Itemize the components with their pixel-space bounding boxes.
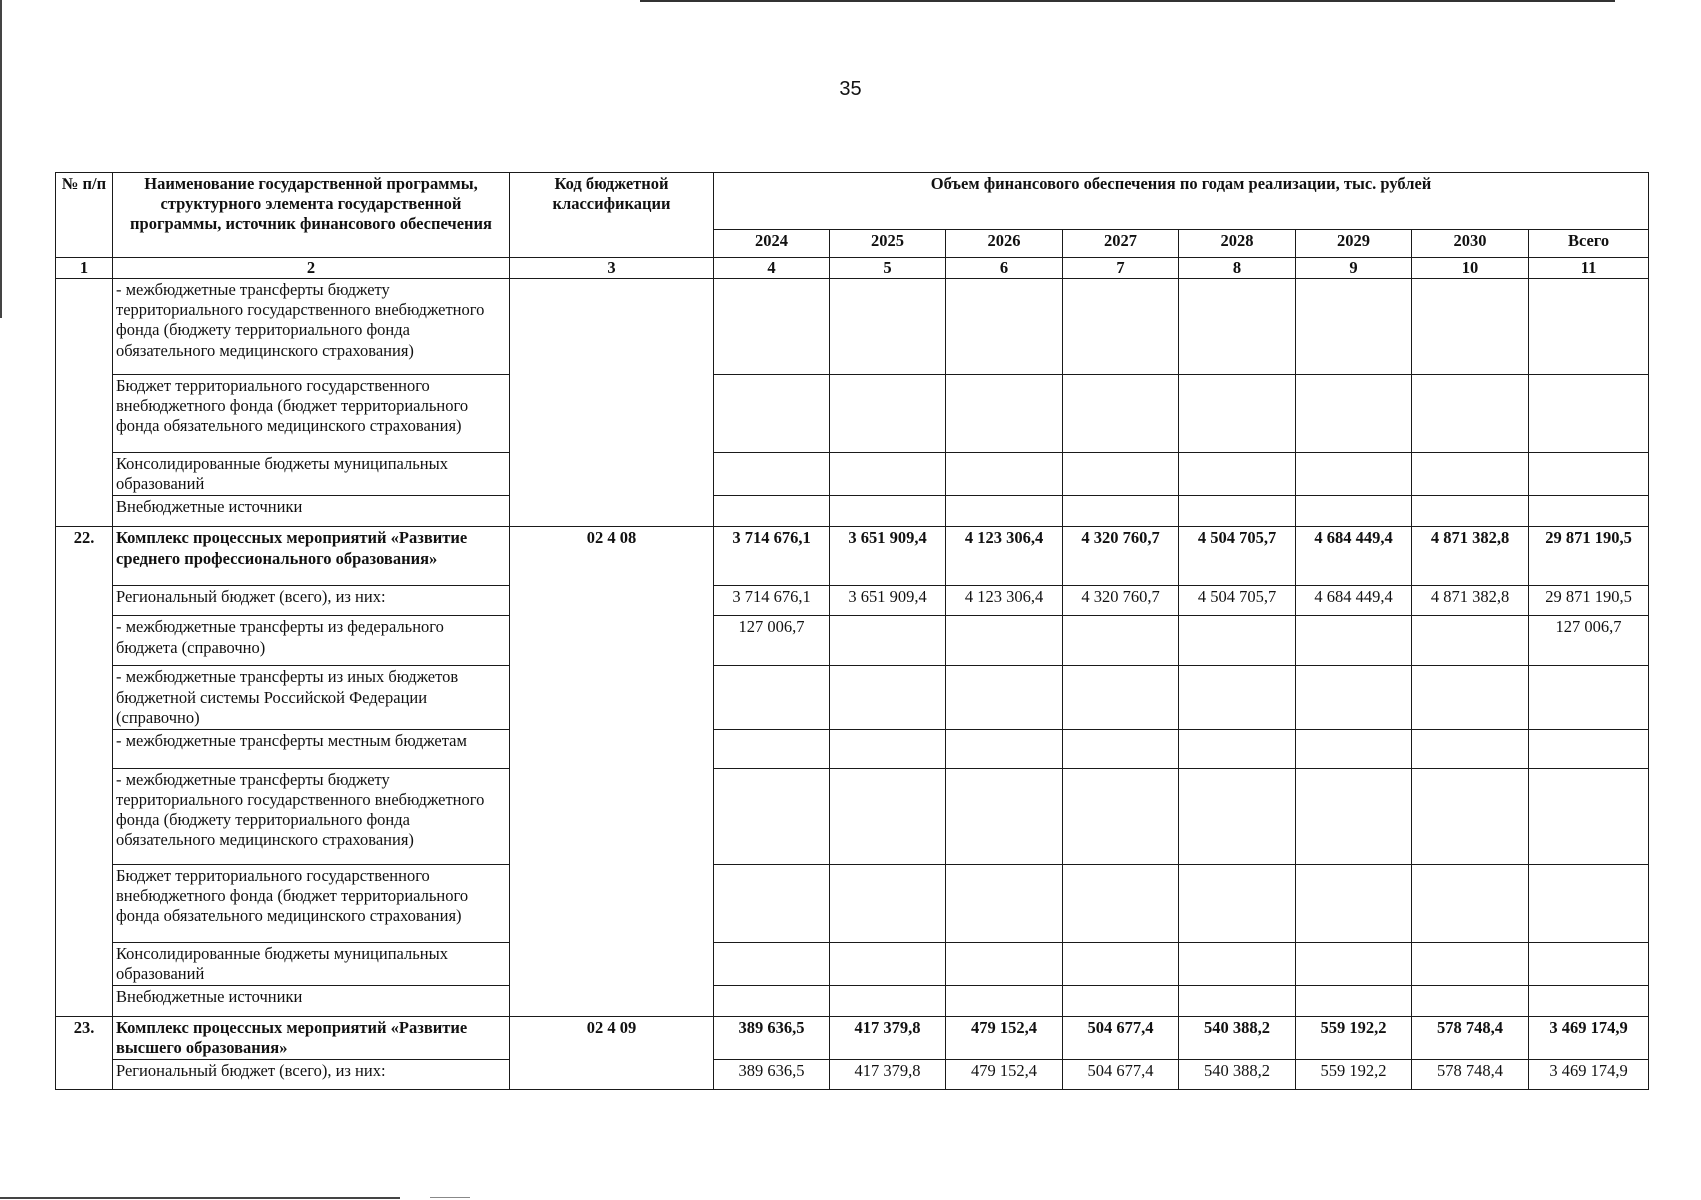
column-number: 6: [946, 258, 1063, 279]
value-cell: [714, 864, 830, 942]
column-number: 4: [714, 258, 830, 279]
value-cell: [1412, 942, 1529, 985]
table-row: [56, 279, 1649, 375]
value-cell: [1296, 496, 1412, 527]
value-cell: [830, 768, 946, 864]
value-cell: 578 748,4: [1412, 1017, 1529, 1060]
row-name: Бюджет территориального государственного внебюджетного фонда (бюджет территориального фонда обязательного медицинского страхования): [113, 375, 510, 453]
row-name: - межбюджетные трансферты из федерального бюджета (справочно): [113, 616, 510, 666]
column-number: 10: [1412, 258, 1529, 279]
scan-edge-bottom-mark: [430, 1197, 470, 1198]
value-cell: [946, 942, 1063, 985]
value-cell: 127 006,7: [714, 616, 830, 666]
budget-code: 02 4 08: [510, 527, 714, 1017]
value-cell: [1529, 942, 1649, 985]
value-cell: [830, 942, 946, 985]
value-cell: [714, 496, 830, 527]
value-cell: [946, 496, 1063, 527]
value-cell: [1529, 729, 1649, 768]
value-cell: 3 714 676,1: [714, 527, 830, 586]
value-cell: [1063, 496, 1179, 527]
value-cell: 540 388,2: [1179, 1060, 1296, 1090]
value-cell: [714, 729, 830, 768]
value-cell: [830, 279, 946, 375]
value-cell: [1296, 729, 1412, 768]
value-cell: 4 684 449,4: [1296, 527, 1412, 586]
value-cell: [830, 666, 946, 729]
column-number: 9: [1296, 258, 1412, 279]
budget-code: 02 4 09: [510, 1017, 714, 1090]
value-cell: [1063, 729, 1179, 768]
value-cell: 504 677,4: [1063, 1060, 1179, 1090]
value-cell: [946, 729, 1063, 768]
value-cell: 578 748,4: [1412, 1060, 1529, 1090]
value-cell: [1412, 768, 1529, 864]
table-row: [56, 1060, 1649, 1090]
value-cell: [714, 666, 830, 729]
row-name: - межбюджетные трансферты из иных бюджетов бюджетной системы Российской Федерации (справочно): [113, 666, 510, 729]
table-row: [56, 942, 1649, 985]
row-name: - межбюджетные трансферты местным бюджетам: [113, 729, 510, 768]
row-name: - межбюджетные трансферты бюджету территориального государственного внебюджетного фонда (бюджету территориального фонда обязательного медицинского страхования): [113, 768, 510, 864]
value-cell: [714, 279, 830, 375]
column-number: 1: [56, 258, 113, 279]
row-index: [56, 279, 113, 527]
value-cell: [830, 496, 946, 527]
table-row: [56, 986, 1649, 1017]
value-cell: [1063, 453, 1179, 496]
value-cell: [1412, 279, 1529, 375]
row-index: 23.: [56, 1017, 113, 1090]
column-number: 7: [1063, 258, 1179, 279]
value-cell: 417 379,8: [830, 1060, 946, 1090]
value-cell: [1179, 729, 1296, 768]
row-name: Региональный бюджет (всего), из них:: [113, 586, 510, 616]
value-cell: [830, 453, 946, 496]
value-cell: [1179, 768, 1296, 864]
value-cell: [1296, 986, 1412, 1017]
value-cell: [1063, 666, 1179, 729]
header-year: 2025: [830, 230, 946, 258]
row-name: Комплекс процессных мероприятий «Развитие среднего профессионального образования»: [113, 527, 510, 586]
value-cell: 389 636,5: [714, 1060, 830, 1090]
table-row: [56, 864, 1649, 942]
value-cell: [946, 768, 1063, 864]
column-number: 5: [830, 258, 946, 279]
value-cell: 4 320 760,7: [1063, 527, 1179, 586]
value-cell: [1529, 768, 1649, 864]
value-cell: 417 379,8: [830, 1017, 946, 1060]
value-cell: [1412, 666, 1529, 729]
header-year: 2029: [1296, 230, 1412, 258]
value-cell: 29 871 190,5: [1529, 586, 1649, 616]
value-cell: [1063, 375, 1179, 453]
row-name: - межбюджетные трансферты бюджету территориального государственного внебюджетного фонда (бюджету территориального фонда обязательного медицинского страхования): [113, 279, 510, 375]
value-cell: 540 388,2: [1179, 1017, 1296, 1060]
value-cell: 479 152,4: [946, 1017, 1063, 1060]
value-cell: [1296, 375, 1412, 453]
value-cell: [1063, 279, 1179, 375]
value-cell: 4 871 382,8: [1412, 586, 1529, 616]
value-cell: [714, 942, 830, 985]
value-cell: [1063, 942, 1179, 985]
value-cell: [1179, 496, 1296, 527]
value-cell: [1529, 279, 1649, 375]
value-cell: 4 504 705,7: [1179, 586, 1296, 616]
table-row: [56, 768, 1649, 864]
value-cell: [1412, 616, 1529, 666]
value-cell: [1179, 864, 1296, 942]
value-cell: 4 123 306,4: [946, 527, 1063, 586]
value-cell: [1063, 768, 1179, 864]
header-year: 2027: [1063, 230, 1179, 258]
value-cell: [946, 375, 1063, 453]
row-name: Комплекс процессных мероприятий «Развитие высшего образования»: [113, 1017, 510, 1060]
table-row: [56, 1017, 1649, 1060]
value-cell: [1529, 453, 1649, 496]
scan-edge-top: [640, 0, 1615, 2]
value-cell: 3 651 909,4: [830, 527, 946, 586]
value-cell: [1412, 986, 1529, 1017]
value-cell: [1179, 666, 1296, 729]
value-cell: [946, 986, 1063, 1017]
header-year: 2030: [1412, 230, 1529, 258]
value-cell: [1179, 375, 1296, 453]
table-row: [56, 586, 1649, 616]
table-row: [56, 453, 1649, 496]
value-cell: [1296, 942, 1412, 985]
value-cell: [1412, 864, 1529, 942]
value-cell: 4 684 449,4: [1296, 586, 1412, 616]
row-index: 22.: [56, 527, 113, 1017]
row-name: Консолидированные бюджеты муниципальных образований: [113, 942, 510, 985]
value-cell: [1529, 986, 1649, 1017]
value-cell: [1179, 942, 1296, 985]
value-cell: [946, 453, 1063, 496]
value-cell: [714, 768, 830, 864]
value-cell: [946, 279, 1063, 375]
value-cell: 127 006,7: [1529, 616, 1649, 666]
value-cell: 559 192,2: [1296, 1017, 1412, 1060]
value-cell: [946, 616, 1063, 666]
value-cell: 4 320 760,7: [1063, 586, 1179, 616]
value-cell: [1179, 616, 1296, 666]
value-cell: [830, 864, 946, 942]
header-year: 2024: [714, 230, 830, 258]
table-row: [56, 527, 1649, 586]
column-number: 8: [1179, 258, 1296, 279]
value-cell: [1412, 453, 1529, 496]
row-name: Внебюджетные источники: [113, 496, 510, 527]
value-cell: [1296, 616, 1412, 666]
value-cell: 3 714 676,1: [714, 586, 830, 616]
table-row: [56, 616, 1649, 666]
header-name: Наименование государственной программы, структурного элемента государственной программы, источник финансового обеспечения: [113, 173, 510, 258]
value-cell: 559 192,2: [1296, 1060, 1412, 1090]
header-volume: Объем финансового обеспечения по годам реализации, тыс. рублей: [714, 173, 1649, 230]
value-cell: [1179, 986, 1296, 1017]
table-row: [56, 729, 1649, 768]
value-cell: [714, 453, 830, 496]
value-cell: [1529, 666, 1649, 729]
budget-table: [55, 172, 1649, 1090]
row-name: Региональный бюджет (всего), из них:: [113, 1060, 510, 1090]
value-cell: [1296, 279, 1412, 375]
value-cell: [830, 616, 946, 666]
value-cell: [1063, 986, 1179, 1017]
value-cell: 3 651 909,4: [830, 586, 946, 616]
header-num: № п/п: [56, 173, 113, 258]
value-cell: [946, 864, 1063, 942]
value-cell: 4 871 382,8: [1412, 527, 1529, 586]
scan-edge-left: [0, 0, 2, 318]
value-cell: [1296, 768, 1412, 864]
value-cell: [946, 666, 1063, 729]
row-name: Внебюджетные источники: [113, 986, 510, 1017]
table-row: [56, 375, 1649, 453]
column-number: 11: [1529, 258, 1649, 279]
header-year: Всего: [1529, 230, 1649, 258]
value-cell: [1412, 375, 1529, 453]
value-cell: 504 677,4: [1063, 1017, 1179, 1060]
value-cell: [1296, 864, 1412, 942]
value-cell: 389 636,5: [714, 1017, 830, 1060]
value-cell: [1296, 666, 1412, 729]
row-name: Бюджет территориального государственного внебюджетного фонда (бюджет территориального фонда обязательного медицинского страхования): [113, 864, 510, 942]
value-cell: [830, 729, 946, 768]
value-cell: [830, 986, 946, 1017]
table-row: [56, 496, 1649, 527]
value-cell: [1412, 729, 1529, 768]
value-cell: 29 871 190,5: [1529, 527, 1649, 586]
value-cell: [1529, 864, 1649, 942]
row-name: Консолидированные бюджеты муниципальных образований: [113, 453, 510, 496]
value-cell: [714, 375, 830, 453]
header-year: 2028: [1179, 230, 1296, 258]
value-cell: [1063, 616, 1179, 666]
value-cell: [1179, 279, 1296, 375]
table-row: [56, 666, 1649, 729]
value-cell: 479 152,4: [946, 1060, 1063, 1090]
value-cell: [1412, 496, 1529, 527]
value-cell: [1529, 496, 1649, 527]
value-cell: 3 469 174,9: [1529, 1017, 1649, 1060]
header-year: 2026: [946, 230, 1063, 258]
value-cell: [830, 375, 946, 453]
scan-edge-bottom: [0, 1197, 400, 1199]
value-cell: [1179, 453, 1296, 496]
value-cell: 3 469 174,9: [1529, 1060, 1649, 1090]
value-cell: [1063, 864, 1179, 942]
value-cell: [1529, 375, 1649, 453]
page-number: 35: [839, 78, 862, 100]
value-cell: 4 504 705,7: [1179, 527, 1296, 586]
column-number: 2: [113, 258, 510, 279]
column-number: 3: [510, 258, 714, 279]
budget-code: [510, 279, 714, 527]
value-cell: [714, 986, 830, 1017]
header-code: Код бюджетной классификации: [510, 173, 714, 258]
value-cell: [1296, 453, 1412, 496]
value-cell: 4 123 306,4: [946, 586, 1063, 616]
